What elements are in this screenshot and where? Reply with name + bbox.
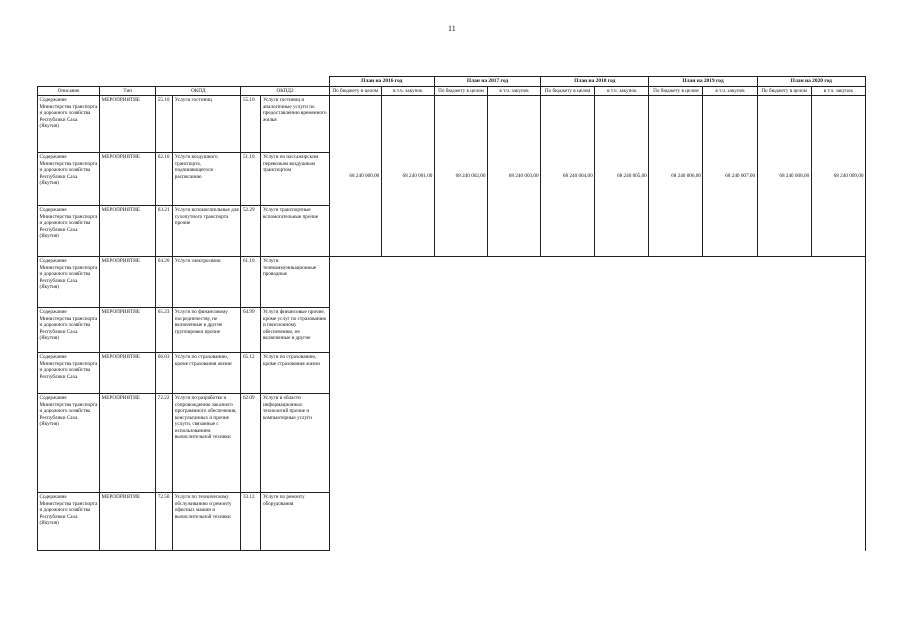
row-okpd2-name: Услуги гостиниц и аналогичные услуги по предоставлению временного жилья [261,96,329,153]
row-okpd2-code: 52.29 [241,206,261,257]
row-type: МЕРОПРИЯТИЕ [100,96,156,153]
row-okpd2-name: Услуги транспортные вспомогательные прочие [261,206,329,257]
amount-2019-purchase: 68 240 007,00 [703,96,757,257]
row-description: Содержание Министерства транспорта и дорожного хозяйства Республики Саха (Якутия) [38,153,100,206]
col-description: Описание [38,86,100,96]
row-okpd2-name: Услуги телекоммуникационные проводные [261,257,329,308]
col-2019-budget: По бюджету в целом [649,86,703,96]
row-okpd-name: Услуги гостиниц [173,96,241,153]
row-okpd2-name: Услуги финансовые прочие, кроме услуг по страхованию и пенсионному обеспечению, не включенные в другие [261,308,329,353]
row-description: Содержание Министерства транспорта и дорожного хозяйства Республики Саха (Якутия) [38,257,100,308]
row-okpd-name: Услуги по страхованию, кроме страхования жизни [173,353,241,394]
col-2017-budget: По бюджету в целом [434,86,487,96]
row-okpd2-name: Услуги в области информационных технологий прочие и компьютерные услуги [261,394,329,493]
amount-2016-purchase: 68 240 001,00 [381,96,434,257]
col-2019-purchase: в т.ч. закупок [703,86,757,96]
row-okpd-code: 72.22 [156,394,173,493]
row-okpd-code: 62.10 [156,153,173,206]
row-okpd-code: 63.21 [156,206,173,257]
row-okpd-name: Услуги вспомогательные для сухопутного транспорта прочие [173,206,241,257]
empty-amount-area [329,257,865,551]
col-2018-budget: По бюджету в целом [541,86,595,96]
procurement-plan-table [37,76,866,551]
row-okpd2-code: 65.12 [241,353,261,394]
row-type: МЕРОПРИЯТИЕ [100,308,156,353]
row-okpd-code: 66.03 [156,353,173,394]
row-okpd2-name: Услуги по страхованию, кроме страхования жизни [261,353,329,394]
year-2020-header: План на 2020 год [757,77,865,87]
row-description: Содержание Министерства транспорта и дорожного хозяйства Республики Саха (Якутия) [38,308,100,353]
row-okpd-code: 72.50 [156,493,173,551]
col-2020-budget: По бюджету в целом [757,86,811,96]
col-okpd: ОКПД [156,86,241,96]
amount-2020-budget: 68 240 008,00 [757,96,811,257]
col-2018-purchase: в т.ч. закупок [595,86,649,96]
row-okpd2-code: 62.09 [241,394,261,493]
header-row-columns [38,86,866,96]
amount-2017-budget: 68 240 002,00 [434,96,487,257]
col-okpd2: ОКПД2 [241,86,329,96]
col-2020-purchase: в т.ч. закупок [811,86,865,96]
row-description: Содержание Министерства транспорта и дорожного хозяйства Республики Саха (Якутия) [38,96,100,153]
row-type: МЕРОПРИЯТИЕ [100,353,156,394]
row-okpd-code: 64.20 [156,257,173,308]
amount-2020-purchase: 68 240 009,00 [811,96,865,257]
row-okpd2-code: 51.10 [241,153,261,206]
row-okpd-name: Услуги по техническому обслуживанию и ремонту офисных машин и вычислительной техники [173,493,241,551]
year-2019-header: План на 2019 год [649,77,757,87]
year-2017-header: План на 2017 год [434,77,540,87]
row-okpd-name: Услуги по финансовому посредничеству, не включенные в другие группировки прочие [173,308,241,353]
amount-2017-purchase: 68 240 003,00 [487,96,540,257]
page-number: 11 [448,24,456,33]
row-okpd2-name: Услуги по ремонту оборудования [261,493,329,551]
row-okpd-name: Услуги воздушного транспорта, подчиняющегося расписанию [173,153,241,206]
row-type: МЕРОПРИЯТИЕ [100,394,156,493]
year-2016-header: План на 2016 год [329,77,434,87]
amount-2018-purchase: 68 240 005,00 [595,96,649,257]
row-description: Содержание Министерства транспорта и дорожного хозяйства Республики Саха [38,353,100,394]
col-type: Тип [100,86,156,96]
col-2016-budget: По бюджету в целом [329,86,381,96]
row-description: Содержание Министерства транспорта и дорожного хозяйства Республики Саха (Якутия) [38,206,100,257]
row-okpd2-code: 64.99 [241,308,261,353]
row-description: Содержание Министерства транспорта и дорожного хозяйства Республики Саха (Якутия) [38,493,100,551]
row-okpd-name: Услуги электросвязи [173,257,241,308]
col-2016-purchase: в т.ч. закупок [381,86,434,96]
header-blank [38,77,330,87]
year-2018-header: План на 2018 год [541,77,649,87]
row-type: МЕРОПРИЯТИЕ [100,257,156,308]
row-okpd-code: 55.10 [156,96,173,153]
row-okpd2-code: 61.10 [241,257,261,308]
row-okpd2-code: 33.12 [241,493,261,551]
amount-2019-budget: 68 240 006,00 [649,96,703,257]
row-type: МЕРОПРИЯТИЕ [100,493,156,551]
row-type: МЕРОПРИЯТИЕ [100,206,156,257]
row-okpd-code: 65.23 [156,308,173,353]
amount-2018-budget: 68 240 004,00 [541,96,595,257]
amount-2016-budget: 68 240 000,00 [329,96,381,257]
row-type: МЕРОПРИЯТИЕ [100,153,156,206]
header-row-years [38,77,866,87]
table-row [38,96,866,153]
row-okpd-name: Услуги по разработке и сопровождению заказного программного обеспечения, консультанных и прочие услуги, связанные с использованием вычислительной техники [173,394,241,493]
row-okpd2-code: 55.10 [241,96,261,153]
row-description: Содержание Министерства транспорта и дорожного хозяйства Республики Саха (Якутия) [38,394,100,493]
col-2017-purchase: в т.ч. закупок [487,86,540,96]
row-okpd2-name: Услуги по пассажирским перевозкам воздушным транспортом [261,153,329,206]
table-row [38,257,866,308]
